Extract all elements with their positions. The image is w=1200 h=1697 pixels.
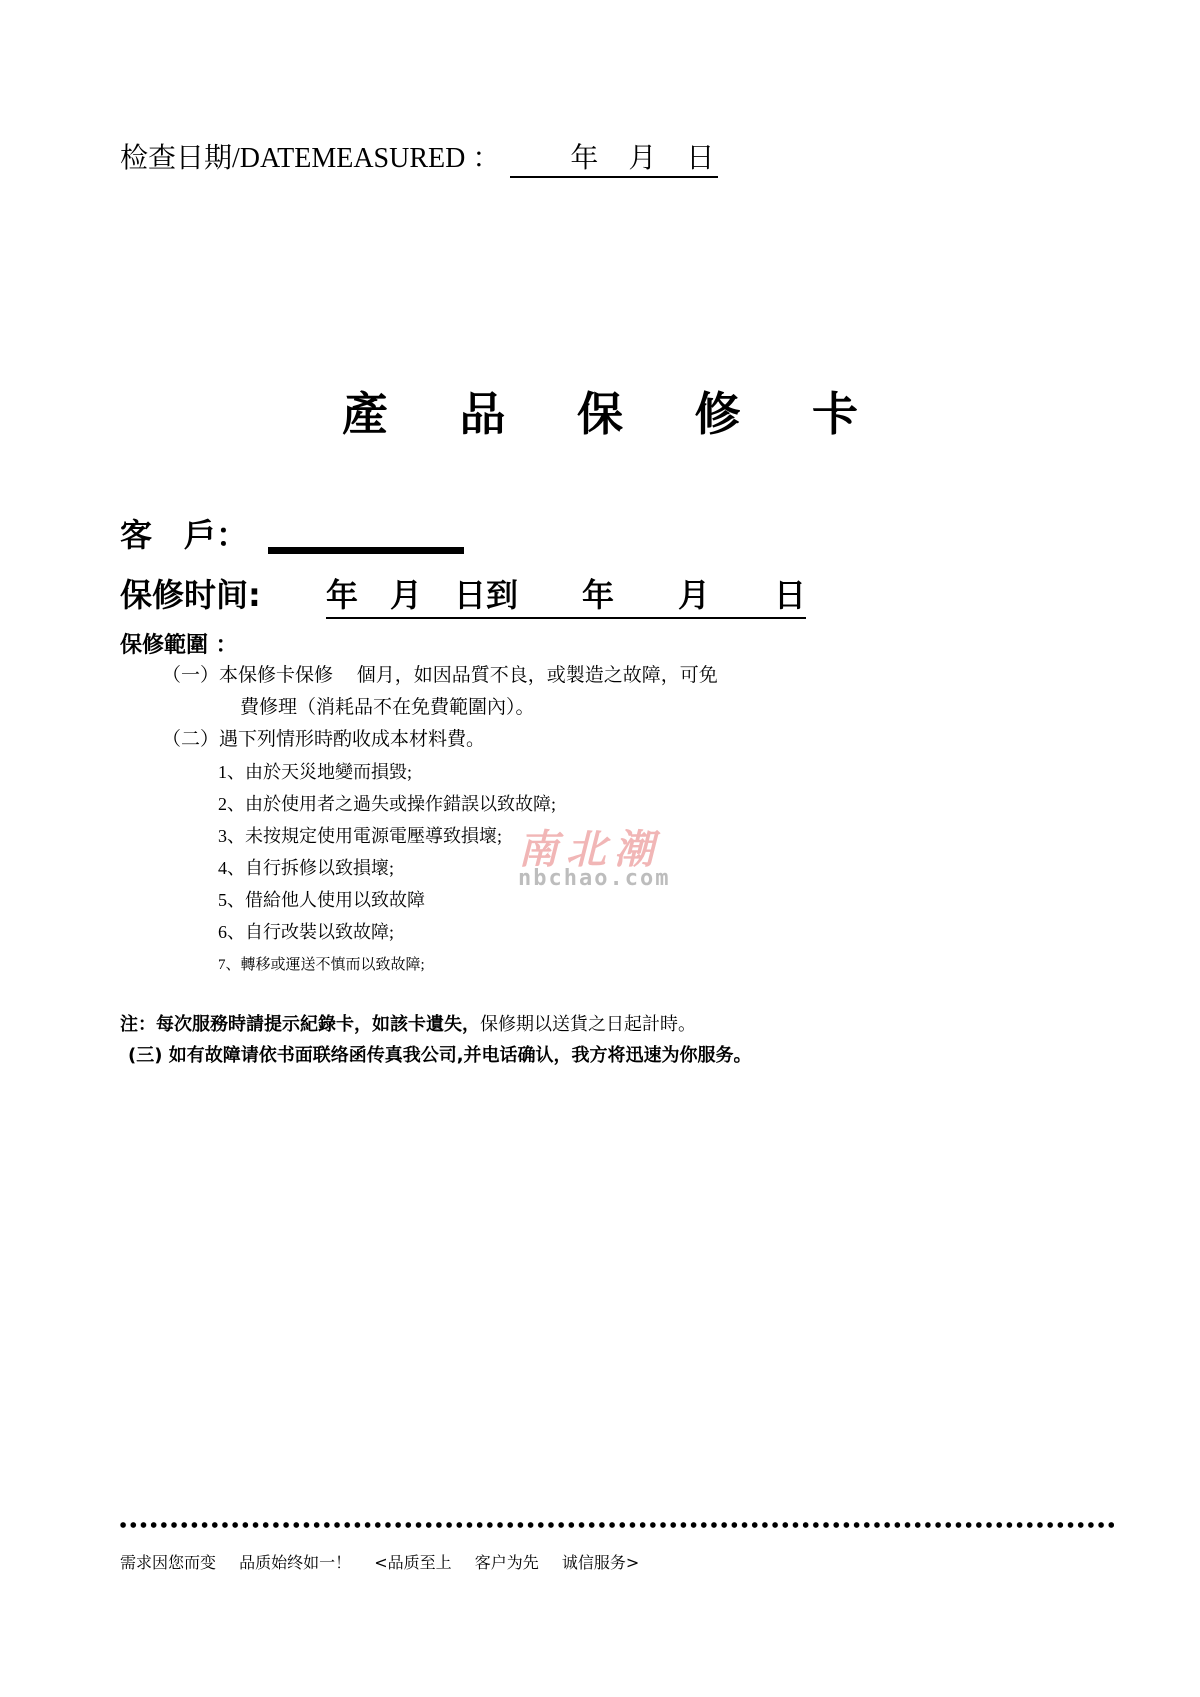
warranty-period-value[interactable]: 年 月 日到 年 月 日 bbox=[326, 570, 806, 619]
warranty-scope-label: 保修範圍 ： bbox=[120, 633, 238, 658]
condition-item: 5、借給他人使用以致故障 bbox=[218, 890, 425, 910]
customer-label: 客 戶： bbox=[120, 517, 249, 553]
dotted-divider bbox=[118, 1520, 1114, 1530]
page-title: 產 品 保 修 卡 bbox=[342, 389, 888, 440]
service-note-bold: 注：每次服務時請提示紀錄卡，如該卡遺失， bbox=[120, 1014, 480, 1035]
customer-field-underline[interactable] bbox=[268, 547, 464, 554]
date-measured-label: 检查日期/DATEMEASURED ： bbox=[120, 143, 501, 174]
date-measured-blank[interactable] bbox=[510, 136, 718, 178]
watermark-logo bbox=[518, 818, 688, 898]
clause-three-note: (三) 如有故障请依书面联络函传真我公司,并电话确认，我方将迅速为你服务。 bbox=[128, 1045, 752, 1066]
footer-slogan-part: 需求因您而变 bbox=[120, 1553, 217, 1572]
condition-item: 4、自行拆修以致損壞; bbox=[218, 858, 395, 878]
condition-item: 7、轉移或運送不慎而以致故障; bbox=[218, 957, 425, 973]
footer-slogan-part: 品质始终如一！ bbox=[239, 1553, 352, 1572]
service-note bbox=[120, 1010, 696, 1036]
condition-item: 6、自行改裝以致故障; bbox=[218, 922, 395, 942]
condition-item: 3、未按規定使用電源電壓導致損壞; bbox=[218, 826, 502, 846]
date-day: 日 bbox=[686, 143, 717, 174]
footer-slogan-part: 客户为先 bbox=[474, 1553, 539, 1572]
date-measured-line bbox=[120, 136, 718, 178]
watermark-domain: nbchao.com bbox=[518, 866, 671, 891]
condition-item: 1、由於天災地變而損毀; bbox=[218, 762, 412, 782]
watermark-chinese: 南北潮 bbox=[518, 826, 662, 873]
service-note-normal: 保修期以送貨之日起計時。 bbox=[480, 1014, 696, 1034]
warranty-period-label: 保修时间: bbox=[120, 576, 261, 614]
date-year: 年 bbox=[570, 143, 601, 174]
footer-slogan-part: <品质至上 bbox=[374, 1553, 452, 1572]
clause-one-line1: （一）本保修卡保修 個月，如因品質不良，或製造之故障，可免 bbox=[162, 665, 718, 686]
clause-one-line2: 費修理（消耗品不在免費範圍內）。 bbox=[240, 697, 535, 718]
clause-two: （二）遇下列情形時酌收成本材料費。 bbox=[162, 729, 486, 750]
footer-slogan bbox=[120, 1550, 657, 1573]
condition-item: 2、由於使用者之過失或操作錯誤以致故障; bbox=[218, 794, 556, 814]
date-month: 月 bbox=[628, 143, 659, 174]
footer-slogan-part: 诚信服务> bbox=[561, 1553, 640, 1572]
